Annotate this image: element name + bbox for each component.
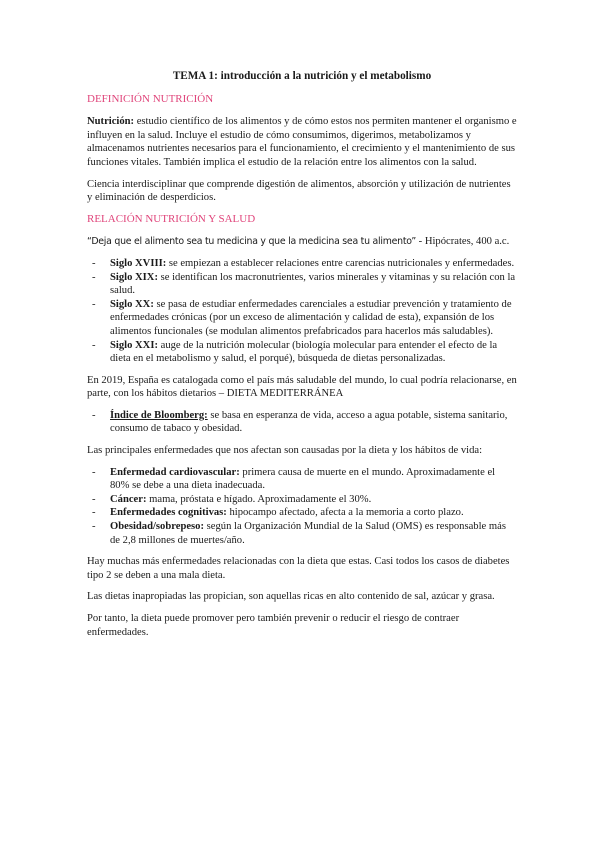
section-heading-relacion: RELACIÓN NUTRICIÓN Y SALUD xyxy=(87,212,256,225)
list-item xyxy=(87,506,517,520)
list-item-text: se identifican los macronutrientes, varios minerales y vitaminas y su relación con la salud. xyxy=(110,271,516,297)
list-item-label: Enfermedad cardiovascular: xyxy=(110,466,240,478)
list-item-text: auge de la nutrición molecular (biología molecular para entender el efecto de la dieta en el metabolismo y salud, el porqué), búsqueda de dietas personalizadas. xyxy=(110,339,498,365)
list-item-label: Enfermedades cognitivas: xyxy=(110,507,227,519)
paragraph-diseases-intro: Las principales enfermedades que nos afectan son causadas por la dieta y los hábitos de vida: xyxy=(87,445,483,457)
bloomberg-list xyxy=(87,409,517,436)
section-heading-definicion: DEFINICIÓN NUTRICIÓN xyxy=(87,92,214,105)
list-item xyxy=(87,339,517,366)
paragraph-nutricion-definition xyxy=(87,115,517,169)
list-item xyxy=(87,298,517,339)
paragraph-spain: En 2019, España es catalogada como el país más saludable del mundo, lo cual podría relacionarse, en parte, con los hábitos dietarios – DIETA MEDITERRÁNEA xyxy=(87,374,517,400)
list-item-label: Índice de Bloomberg: xyxy=(110,409,208,421)
document-title: TEMA 1: introducción a la nutrición y el metabolismo xyxy=(172,70,432,82)
list-item-text: según la Organización Mundial de la Salud (OMS) es responsable más de 2,8 millones de muertes/año. xyxy=(110,521,506,546)
quote-source: - Hipócrates, 400 a.c. xyxy=(416,236,510,248)
quote-text: “Deja que el alimento sea tu medicina y que la medicina sea tu alimento” xyxy=(87,236,417,248)
list-item xyxy=(87,257,517,271)
list-item-label: Siglo XXI: xyxy=(110,339,158,351)
diseases-list xyxy=(87,466,517,548)
list-item-text: mama, próstata e hígado. Aproximadamente el 30%. xyxy=(146,493,372,505)
history-list xyxy=(87,257,517,366)
list-item xyxy=(87,493,517,507)
paragraph-diets: Las dietas inapropiadas las propician, son aquellas ricas en alto contenido de sal, azúcar y grasa. xyxy=(87,591,495,603)
list-item-text: se basa en esperanza de vida, acceso a agua potable, sistema sanitario, consumo de tabaco y obesidad. xyxy=(110,409,508,435)
paragraph-more-diseases: Hay muchas más enfermedades relacionadas con la dieta que estas. Casi todos los casos de diabetes tipo 2 se deben a una mala dieta. xyxy=(87,556,510,581)
term-label: Nutrición: xyxy=(87,116,135,128)
term-text: estudio científico de los alimentos y de cómo estos nos permiten mantener el organismo e influyen en la salud. Incluye el estudio de cómo consumimos, digerimos, metabolizamos y almacenamos nutrientes necesarios para el funcionamiento, el crecimiento y el mantenimiento de sus funciones vitales. También implica el estudio de la relación entre los alimentos con la salud. xyxy=(87,116,517,168)
document-page xyxy=(87,70,517,647)
list-item-label: Siglo XIX: xyxy=(110,271,158,283)
list-item-text: se empiezan a establecer relaciones entre carencias nutricionales y enfermedades. xyxy=(166,257,515,269)
list-item-label: Siglo XVIII: xyxy=(110,257,167,269)
list-item-text: se pasa de estudiar enfermedades carenciales a estudiar prevención y tratamiento de enfermedades crónicas (por un exceso de alimentación y calidad de esta), expansión de los alimentos funcionales (se modulan alimentos prefabricados para hacerlos más saludables). xyxy=(110,298,512,337)
paragraph-interdisciplinar: Ciencia interdisciplinar que comprende digestión de alimentos, absorción y utilización de nutrientes y eliminación de desperdicios. xyxy=(87,178,511,204)
list-item-label: Cáncer: xyxy=(110,493,147,505)
list-item xyxy=(87,409,517,436)
list-item xyxy=(87,520,517,547)
paragraph-conclusion: Por tanto, la dieta puede promover pero también prevenir o reducir el riesgo de contraer enfermedades. xyxy=(87,613,460,638)
list-item-label: Siglo XX: xyxy=(110,298,154,310)
list-item xyxy=(87,271,517,298)
list-item xyxy=(87,466,517,493)
list-item-text: hipocampo afectado, afecta a la memoria a corto plazo. xyxy=(226,507,464,519)
list-item-label: Obesidad/sobrepeso: xyxy=(110,521,204,533)
hipocrates-quote xyxy=(87,235,517,249)
list-item-text: primera causa de muerte en el mundo. Aproximadamente el 80% se debe a una dieta inadecuada. xyxy=(110,466,496,492)
